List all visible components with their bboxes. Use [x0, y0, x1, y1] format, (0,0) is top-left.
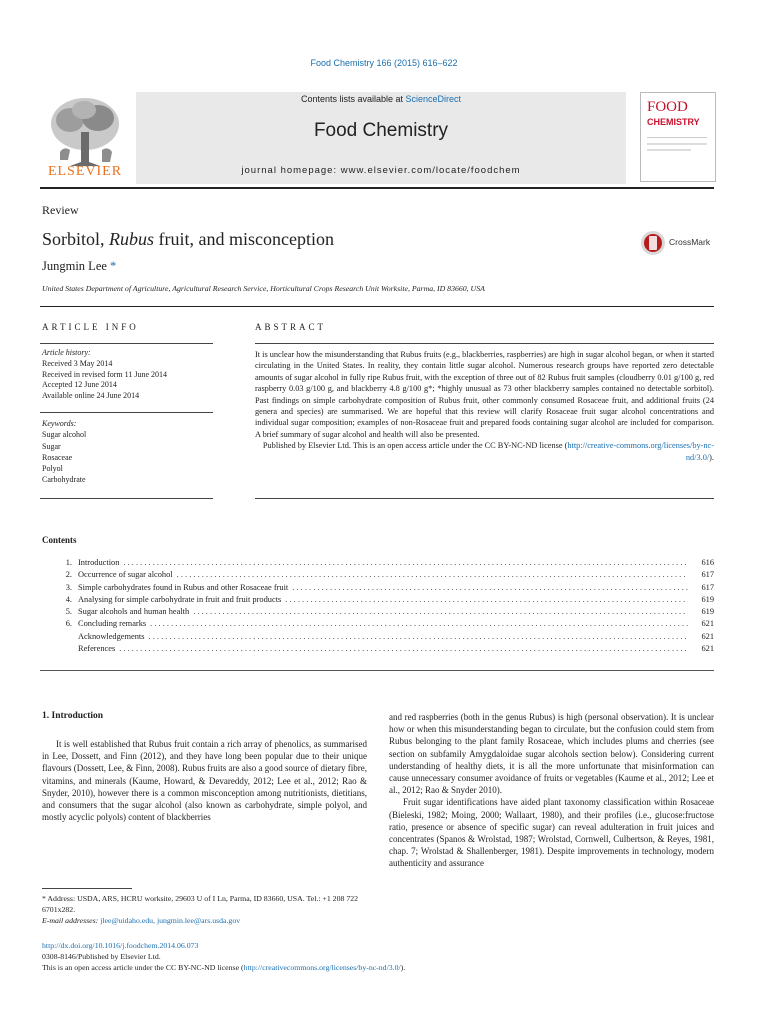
history-revised: Received in revised form 11 June 2014	[42, 369, 168, 379]
history-label: Article history:	[42, 348, 91, 357]
toc-page: 617	[701, 570, 714, 580]
article-type: Review	[42, 203, 79, 217]
oa-license-link[interactable]: http://creativecommons.org/licenses/by-nc-nd/3.0/	[243, 963, 401, 972]
abstract-text: It is unclear how the misunderstanding that Rubus fruits (e.g., blackberries, raspberries) are high in sugar alcohol began, or when it started circulating in the United States. In reality, they contain little sugar alcohol. Numerous research groups have reported zero detectable amounts of sugar alcohol in fully ripe Rubus fruit, with the exception of three out of 82 Rubus fruit samples (cloudberry 0.01 g/100 g, red raspberry 0.03 g/100 g, and blackberry 4.8 g/100 g*; *highly unusual as 73 other blackberry samples contained no detectable sorbitol). Past findings on simple carbohydrate composition of Rubus fruit, other commonly consumed Rosaceae fruit, and additional fruits (24 genera and species) are summarised. We are hopeful that this review will clarify Rosaceae fruit sugar alcohol concentrations and individual sugar composition; examples of non-Rosaceae fruit and prepared foods containing sugar alcohol are included for comparison. A brief summary of sugar alcohol and health will also be presented.	[255, 350, 714, 439]
history-online: Available online 24 June 2014	[42, 391, 140, 401]
article-info-heading: ARTICLE INFO	[42, 322, 139, 332]
toc-number: 1.	[65, 558, 72, 567]
cover-divider	[647, 149, 691, 151]
toc-page: 621	[701, 644, 714, 654]
toc-label: Occurrence of sugar alcohol	[78, 570, 173, 580]
toc-item[interactable]	[42, 619, 714, 631]
toc-item[interactable]	[42, 644, 714, 656]
history-accepted: Accepted 12 June 2014	[42, 380, 117, 390]
author-name: Jungmin Lee	[42, 259, 107, 273]
doi-block	[42, 940, 542, 973]
footnote-address: * Address: USDA, ARS, HCRU worksite, 29603 U of I Ln, Parma, ID 83660, USA. Tel.: +1 208 722 6701x282.	[42, 894, 359, 914]
title-part-1: Sorbitol,	[42, 229, 110, 249]
toc-label: Concluding remarks	[78, 619, 147, 629]
cover-divider	[647, 137, 707, 138]
license-link[interactable]: http://creative-commons.org/licenses/by-nc-nd/3.0/	[567, 441, 714, 462]
crossmark-label: CrossMark	[669, 237, 711, 247]
paragraph: Fruit sugar identifications have aided plant taxonomy classification within Rosaceae (Bieleski, 1982; Moing, 2000; Wallaart, 1980), and their profiles (i.e., glucose:fructose ratio, presence or absence of specific sugar) can reveal adulteration in fruit juices and concentrates (Spanos & Wrolstad, 1987; Wrolstad, Cornwell, Culbertson, & Reyes, 1981, chap. 7; Wrolstad & Shallenberger, 1981). Despite improvements in technology, modern authenticity and assurance	[389, 797, 714, 869]
email-links[interactable]: jlee@uidaho.edu, jungmin.lee@ars.usda.gov	[100, 916, 241, 925]
toc-label: Introduction	[78, 558, 120, 567]
oa-suffix: ).	[400, 963, 406, 972]
toc-leader	[177, 570, 688, 579]
toc-item[interactable]	[42, 570, 714, 582]
elsevier-logo	[40, 92, 130, 184]
section-heading-introduction: 1. Introduction	[42, 711, 104, 721]
author-footnote	[42, 893, 372, 926]
contents-available-line	[136, 94, 626, 104]
info-rule	[40, 343, 213, 344]
toc-leader	[119, 644, 688, 653]
toc-number: 4.	[65, 594, 72, 604]
footnote-emails	[42, 915, 372, 926]
toc-item[interactable]	[42, 583, 714, 595]
journal-title: Food Chemistry	[313, 120, 449, 141]
toc-number: 2.	[65, 570, 72, 580]
header-rule	[40, 306, 714, 307]
body-column-right	[389, 711, 714, 870]
journal-cover[interactable]	[640, 92, 716, 182]
crossmark-icon	[640, 230, 666, 256]
abstract-rule	[255, 498, 714, 499]
toc-page: 619	[701, 607, 714, 617]
contents-prefix: Contents lists available at	[300, 94, 406, 104]
toc-page: 619	[701, 594, 714, 604]
toc-label: Analysing for simple carbohydrate in fruit and fruit products	[78, 594, 282, 604]
toc-leader	[123, 558, 688, 567]
contents-rule	[40, 670, 714, 671]
toc-leader	[285, 595, 688, 604]
abstract-body	[255, 349, 714, 463]
author-footnote-mark[interactable]: *	[110, 259, 117, 273]
table-of-contents	[42, 558, 714, 656]
journal-citation[interactable]: Food Chemistry 166 (2015) 616–622	[310, 58, 458, 68]
open-access-line	[42, 962, 542, 973]
footnote-rule	[42, 888, 132, 889]
toc-label: Simple carbohydrates found in Rubus and other Rosaceae fruit	[78, 582, 289, 592]
toc-number: 5.	[65, 607, 72, 617]
toc-leader	[150, 619, 688, 628]
masthead-rule	[40, 187, 714, 189]
article-title	[42, 229, 334, 250]
license-prefix: Published by Elsevier Ltd. This is an open access article under the CC BY-NC-ND license (	[262, 441, 568, 451]
email-label: E-mail addresses:	[42, 916, 101, 925]
keyword: Polyol	[42, 464, 63, 474]
title-italic-rubus: Rubus	[109, 229, 155, 249]
keywords-block	[42, 418, 212, 486]
sciencedirect-link[interactable]: ScienceDirect	[405, 94, 462, 104]
cover-title-food: FOOD	[647, 99, 688, 115]
issn-line: 0308-8146/Published by Elsevier Ltd.	[42, 952, 161, 961]
abstract-heading: ABSTRACT	[255, 322, 327, 332]
toc-label: References	[78, 644, 116, 654]
toc-label: Acknowledgements	[78, 631, 145, 641]
crossmark-badge[interactable]	[640, 230, 720, 256]
info-rule	[40, 412, 213, 413]
author-line	[42, 259, 116, 274]
toc-leader	[292, 583, 688, 592]
license-suffix: ).	[709, 452, 714, 462]
keyword: Rosaceae	[42, 452, 73, 462]
doi-link[interactable]: http://dx.doi.org/10.1016/j.foodchem.2014.06.073	[42, 941, 199, 950]
toc-number: 3.	[65, 582, 72, 592]
abstract-license	[255, 440, 714, 463]
toc-item[interactable]	[42, 607, 714, 619]
toc-page: 616	[701, 558, 714, 567]
elsevier-wordmark: ELSEVIER	[47, 164, 123, 179]
toc-item[interactable]	[42, 595, 714, 607]
keyword: Carbohydrate	[42, 475, 86, 485]
body-column-left: It is well established that Rubus fruit contain a rich array of phenolics, as summarised in Lee, Dossett, and Finn (2012), and they have long been popular due to their unique flavours (Dossett, Lee, & Finn, 2008). Rubus fruits are also a good source of dietary fibre, vitamins, and minerals (Kaume, Howard, & Devareddy, 2012; Lee et al., 2012; Rao & Snyder, 2010), however there is a common misconception among nutritionists, dietitians, and consumers that the sugar alcohol (also known as carbohydrate, simple polyol, and mostly acyclic polyols) content of blackberries	[42, 739, 367, 823]
info-rule	[40, 498, 213, 499]
journal-homepage[interactable]: journal homepage: www.elsevier.com/locate/foodchem	[241, 165, 521, 176]
affiliation: United States Department of Agriculture, Agricultural Research Service, Horticultural Crops Research Unit Worksite, Parma, ID 83660, USA	[42, 284, 485, 293]
toc-item[interactable]	[42, 558, 714, 570]
toc-page: 621	[701, 619, 714, 629]
toc-leader	[193, 607, 688, 616]
paragraph: and red raspberries (both in the genus Rubus) is high (personal observation). It is unclear how or when this misunderstanding began to circulate, but the confusion could stem from Rubus belonging to the plant family Rosaceae, which includes plums and cherries (see section on subfamily Amygdaloidae sugar alcohols section below). Considering current understanding of healthy diets, it is all the more unfortunate that misinformation can cause unnecessary consumer avoidance of fruits or vegetables (Kaume et al., 2012; Lee et al., 2012; Rao & Snyder 2010).	[389, 712, 714, 796]
toc-label: Sugar alcohols and human health	[78, 607, 190, 617]
title-part-2: fruit, and misconception	[154, 229, 334, 249]
toc-number: 6.	[65, 619, 72, 629]
toc-page: 621	[701, 631, 714, 641]
cover-divider	[647, 143, 707, 145]
keyword: Sugar	[42, 441, 61, 451]
toc-item[interactable]	[42, 632, 714, 644]
toc-leader	[149, 632, 688, 641]
abstract-rule	[255, 343, 714, 344]
keyword: Sugar alcohol	[42, 430, 87, 440]
history-received: Received 3 May 2014	[42, 358, 113, 368]
toc-page: 617	[701, 582, 714, 592]
cover-title-chemistry: CHEMISTRY	[647, 117, 700, 127]
oa-prefix: This is an open access article under the CC BY-NC-ND license (	[42, 963, 244, 972]
contents-heading: Contents	[42, 535, 77, 545]
keywords-label: Keywords:	[42, 419, 77, 428]
article-history	[42, 348, 212, 402]
